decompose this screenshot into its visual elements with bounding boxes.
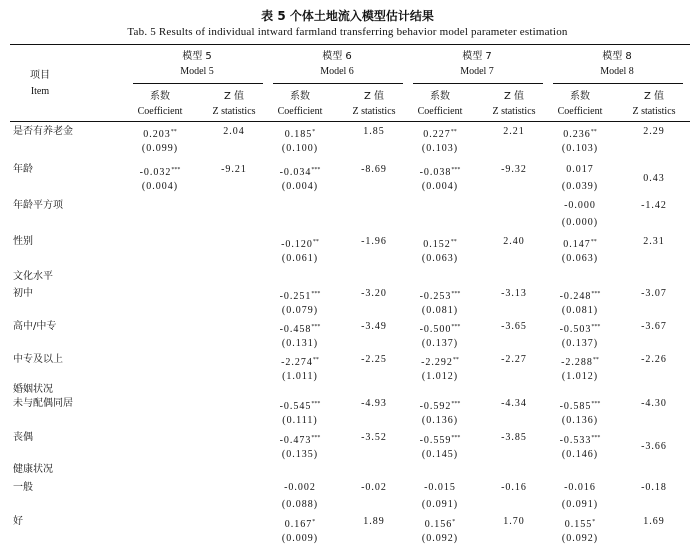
std-error-cell: (0.103): [561, 143, 599, 154]
coefficient-cell: [535, 235, 625, 252]
z-value-cell: -3.20: [361, 288, 387, 299]
significance-stars: ***: [591, 401, 601, 407]
coefficient-cell: [535, 125, 625, 142]
std-error-cell: (0.146): [561, 449, 599, 460]
model-span-rule: [413, 83, 543, 84]
coefficient-value: 0.167: [284, 519, 313, 530]
std-error-cell: (0.145): [421, 449, 459, 460]
z-header-en: Z statistics: [212, 106, 256, 117]
std-error-cell: (0.136): [421, 415, 459, 426]
coefficient-cell: [395, 163, 485, 180]
z-value-cell: -9.21: [221, 164, 247, 175]
std-error-cell: (0.091): [421, 499, 459, 510]
coefficient-cell: [395, 125, 485, 142]
z-value-cell: 2.29: [643, 126, 665, 137]
row-label: 是否有养老金: [13, 126, 73, 137]
coefficient-value: -0.592: [419, 401, 452, 412]
z-header-cn: Z 值: [503, 91, 525, 102]
coefficient-value: -0.032: [139, 167, 172, 178]
std-error-cell: (1.012): [561, 371, 599, 382]
z-value-cell: 2.04: [223, 126, 245, 137]
std-error-cell: (1.011): [282, 371, 318, 382]
coefficient-value: -0.585: [559, 401, 592, 412]
std-error-cell: (0.092): [421, 533, 459, 544]
model-header-cn: 模型 6: [322, 51, 352, 62]
z-header-en: Z statistics: [352, 106, 396, 117]
coefficient-value: -0.034: [279, 167, 312, 178]
z-value-cell: -3.49: [361, 321, 387, 332]
z-value-cell: -4.34: [501, 398, 527, 409]
coefficient-cell: [255, 431, 345, 448]
z-value-cell: 2.31: [643, 236, 665, 247]
model-header-en: Model 5: [180, 66, 214, 77]
z-value-cell: -3.52: [361, 432, 387, 443]
coefficient-value: -0.533: [559, 435, 592, 446]
std-error-cell: (0.081): [421, 305, 459, 316]
item-header-en: Item: [30, 86, 50, 97]
std-error-cell: (0.103): [421, 143, 459, 154]
z-value-cell: -0.16: [501, 482, 527, 493]
std-error-cell: (0.091): [561, 499, 599, 510]
z-value-cell: -3.67: [641, 321, 667, 332]
std-error-cell: (0.081): [561, 305, 599, 316]
coef-header-cn: 系数: [570, 91, 590, 102]
coefficient-value: -2.292: [421, 357, 453, 368]
top-rule: [10, 44, 690, 45]
coefficient-value: 0.155: [564, 519, 593, 530]
coefficient-cell: [535, 515, 625, 532]
coefficient-cell: [535, 481, 625, 495]
table-caption-en: Tab. 5 Results of individual intward farmland transferring behavior model parameter estimation: [127, 26, 568, 38]
coefficient-value: -0.120: [281, 239, 313, 250]
z-value-cell: -2.26: [641, 354, 667, 365]
coefficient-value: 0.236: [563, 129, 591, 140]
coefficient-value: -0.016: [564, 482, 596, 493]
coef-header-en: Coefficient: [557, 106, 603, 117]
model-header-cn: 模型 8: [602, 51, 632, 62]
std-error-cell: (0.079): [281, 305, 319, 316]
z-value-cell: 0.43: [643, 173, 665, 184]
significance-stars: **: [170, 129, 177, 135]
std-error-cell: (0.061): [281, 253, 319, 264]
significance-stars: *: [452, 519, 456, 525]
significance-stars: ***: [171, 167, 181, 173]
coefficient-value: -0.545: [279, 401, 312, 412]
coefficient-cell: [395, 515, 485, 532]
coefficient-value: 0.017: [566, 164, 594, 175]
coefficient-value: -0.000: [564, 200, 596, 211]
z-value-cell: -3.65: [501, 321, 527, 332]
z-value-cell: -2.27: [501, 354, 527, 365]
significance-stars: ***: [311, 401, 321, 407]
z-value-cell: 2.21: [503, 126, 525, 137]
z-header-en: Z statistics: [632, 106, 676, 117]
std-error-cell: (0.137): [561, 338, 599, 349]
z-value-cell: 1.69: [643, 516, 665, 527]
std-error-cell: (0.131): [281, 338, 319, 349]
z-value-cell: -3.85: [501, 432, 527, 443]
coefficient-cell: [535, 287, 625, 304]
z-value-cell: -9.32: [501, 164, 527, 175]
std-error-cell: (0.135): [281, 449, 319, 460]
model-header-cn: 模型 7: [462, 51, 492, 62]
z-value-cell: 1.89: [363, 516, 385, 527]
significance-stars: **: [592, 357, 599, 363]
coefficient-cell: [255, 163, 345, 180]
coefficient-value: -0.503: [559, 324, 592, 335]
coefficient-value: -2.274: [281, 357, 313, 368]
std-error-cell: (0.111): [282, 415, 318, 426]
row-label: 健康状况: [13, 464, 53, 475]
coefficient-value: 0.147: [563, 239, 591, 250]
coefficient-cell: [535, 320, 625, 337]
significance-stars: ***: [451, 291, 461, 297]
coefficient-cell: [395, 320, 485, 337]
coefficient-value: 0.185: [284, 129, 313, 140]
std-error-cell: (0.063): [561, 253, 599, 264]
z-value-cell: -3.66: [641, 441, 667, 452]
significance-stars: ***: [451, 435, 461, 441]
coefficient-value: -0.251: [279, 291, 312, 302]
coef-header-cn: 系数: [290, 91, 310, 102]
z-value-cell: -8.69: [361, 164, 387, 175]
coefficient-cell: [535, 431, 625, 448]
std-error-cell: (0.099): [141, 143, 179, 154]
significance-stars: ***: [311, 291, 321, 297]
std-error-cell: (0.088): [281, 499, 319, 510]
coefficient-cell: [395, 481, 485, 495]
model-span-rule: [273, 83, 403, 84]
significance-stars: **: [450, 129, 457, 135]
coefficient-value: -0.038: [419, 167, 452, 178]
z-value-cell: -2.25: [361, 354, 387, 365]
significance-stars: ***: [451, 324, 461, 330]
significance-stars: ***: [451, 167, 461, 173]
coefficient-cell: [255, 320, 345, 337]
std-error-cell: (0.136): [561, 415, 599, 426]
item-header-cn: 项目: [30, 70, 50, 81]
coefficient-value: -0.248: [559, 291, 592, 302]
std-error-cell: (0.063): [421, 253, 459, 264]
coefficient-value: -0.473: [279, 435, 312, 446]
significance-stars: ***: [591, 435, 601, 441]
z-value-cell: 1.70: [503, 516, 525, 527]
coefficient-value: -0.253: [419, 291, 452, 302]
coef-header-cn: 系数: [430, 91, 450, 102]
significance-stars: **: [452, 357, 459, 363]
z-value-cell: -1.42: [641, 200, 667, 211]
z-header-en: Z statistics: [492, 106, 536, 117]
significance-stars: ***: [311, 324, 321, 330]
model-header-en: Model 7: [460, 66, 494, 77]
significance-stars: **: [312, 357, 319, 363]
coef-header-cn: 系数: [150, 91, 170, 102]
std-error-cell: (0.039): [561, 181, 599, 192]
row-label: 一般: [13, 482, 33, 493]
z-header-cn: Z 值: [643, 91, 665, 102]
significance-stars: *: [312, 129, 316, 135]
significance-stars: ***: [591, 291, 601, 297]
coefficient-value: 0.203: [143, 129, 171, 140]
model-span-rule: [133, 83, 263, 84]
z-value-cell: -0.02: [361, 482, 387, 493]
significance-stars: **: [590, 129, 597, 135]
significance-stars: *: [592, 519, 596, 525]
coefficient-cell: [255, 353, 345, 370]
coefficient-cell: [535, 353, 625, 370]
z-header-cn: Z 值: [363, 91, 385, 102]
z-value-cell: -0.18: [641, 482, 667, 493]
significance-stars: ***: [311, 435, 321, 441]
row-label: 未与配偶同居: [13, 398, 73, 409]
coefficient-value: -0.500: [419, 324, 452, 335]
coef-header-en: Coefficient: [277, 106, 323, 117]
coefficient-cell: [255, 481, 345, 495]
std-error-cell: (0.004): [141, 181, 179, 192]
model-header-en: Model 6: [320, 66, 354, 77]
std-error-cell: (0.004): [421, 181, 459, 192]
coefficient-cell: [255, 125, 345, 142]
significance-stars: *: [312, 519, 316, 525]
significance-stars: **: [312, 239, 319, 245]
coefficient-cell: [395, 287, 485, 304]
header-bottom-rule: [10, 121, 690, 122]
row-label: 文化水平: [13, 271, 53, 282]
significance-stars: ***: [591, 324, 601, 330]
row-label: 中专及以上: [13, 354, 63, 365]
coefficient-cell: [395, 235, 485, 252]
coefficient-cell: [395, 397, 485, 414]
coef-header-en: Coefficient: [417, 106, 463, 117]
row-label: 年龄平方项: [13, 200, 63, 211]
coefficient-cell: [255, 235, 345, 252]
z-value-cell: -4.30: [641, 398, 667, 409]
coefficient-value: -0.458: [279, 324, 312, 335]
z-value-cell: -3.07: [641, 288, 667, 299]
row-label: 婚姻状况: [13, 384, 53, 395]
coefficient-cell: [255, 515, 345, 532]
row-label: 高中/中专: [13, 321, 57, 332]
coefficient-cell: [115, 125, 205, 142]
coef-header-en: Coefficient: [137, 106, 183, 117]
significance-stars: **: [450, 239, 457, 245]
coefficient-value: 0.156: [424, 519, 453, 530]
std-error-cell: (0.009): [281, 533, 319, 544]
coefficient-value: 0.152: [423, 239, 451, 250]
std-error-cell: (0.100): [281, 143, 319, 154]
table-caption-cn: 表 5 个体土地流入模型估计结果: [261, 9, 434, 23]
row-label: 初中: [13, 288, 33, 299]
row-label: 丧偶: [13, 432, 33, 443]
coefficient-cell: [535, 163, 625, 177]
coefficient-value: 0.227: [423, 129, 451, 140]
coefficient-value: -0.015: [424, 482, 456, 493]
std-error-cell: (0.004): [281, 181, 319, 192]
significance-stars: ***: [311, 167, 321, 173]
row-label: 年龄: [13, 164, 33, 175]
std-error-cell: (0.137): [421, 338, 459, 349]
coefficient-cell: [535, 199, 625, 213]
coefficient-cell: [395, 431, 485, 448]
coefficient-cell: [255, 287, 345, 304]
model-span-rule: [553, 83, 683, 84]
model-header-en: Model 8: [600, 66, 634, 77]
significance-stars: **: [590, 239, 597, 245]
z-value-cell: -3.13: [501, 288, 527, 299]
row-label: 性别: [13, 236, 33, 247]
coefficient-value: -0.559: [419, 435, 452, 446]
std-error-cell: (1.012): [421, 371, 459, 382]
coefficient-cell: [395, 353, 485, 370]
z-value-cell: -4.93: [361, 398, 387, 409]
coefficient-value: -2.288: [561, 357, 593, 368]
row-label: 好: [13, 516, 23, 527]
z-value-cell: 1.85: [363, 126, 385, 137]
z-value-cell: 2.40: [503, 236, 525, 247]
coefficient-cell: [115, 163, 205, 180]
z-header-cn: Z 值: [223, 91, 245, 102]
model-header-cn: 模型 5: [182, 51, 212, 62]
z-value-cell: -1.96: [361, 236, 387, 247]
coefficient-cell: [535, 397, 625, 414]
coefficient-cell: [255, 397, 345, 414]
std-error-cell: (0.000): [561, 217, 599, 228]
std-error-cell: (0.092): [561, 533, 599, 544]
coefficient-value: -0.002: [284, 482, 316, 493]
significance-stars: ***: [451, 401, 461, 407]
